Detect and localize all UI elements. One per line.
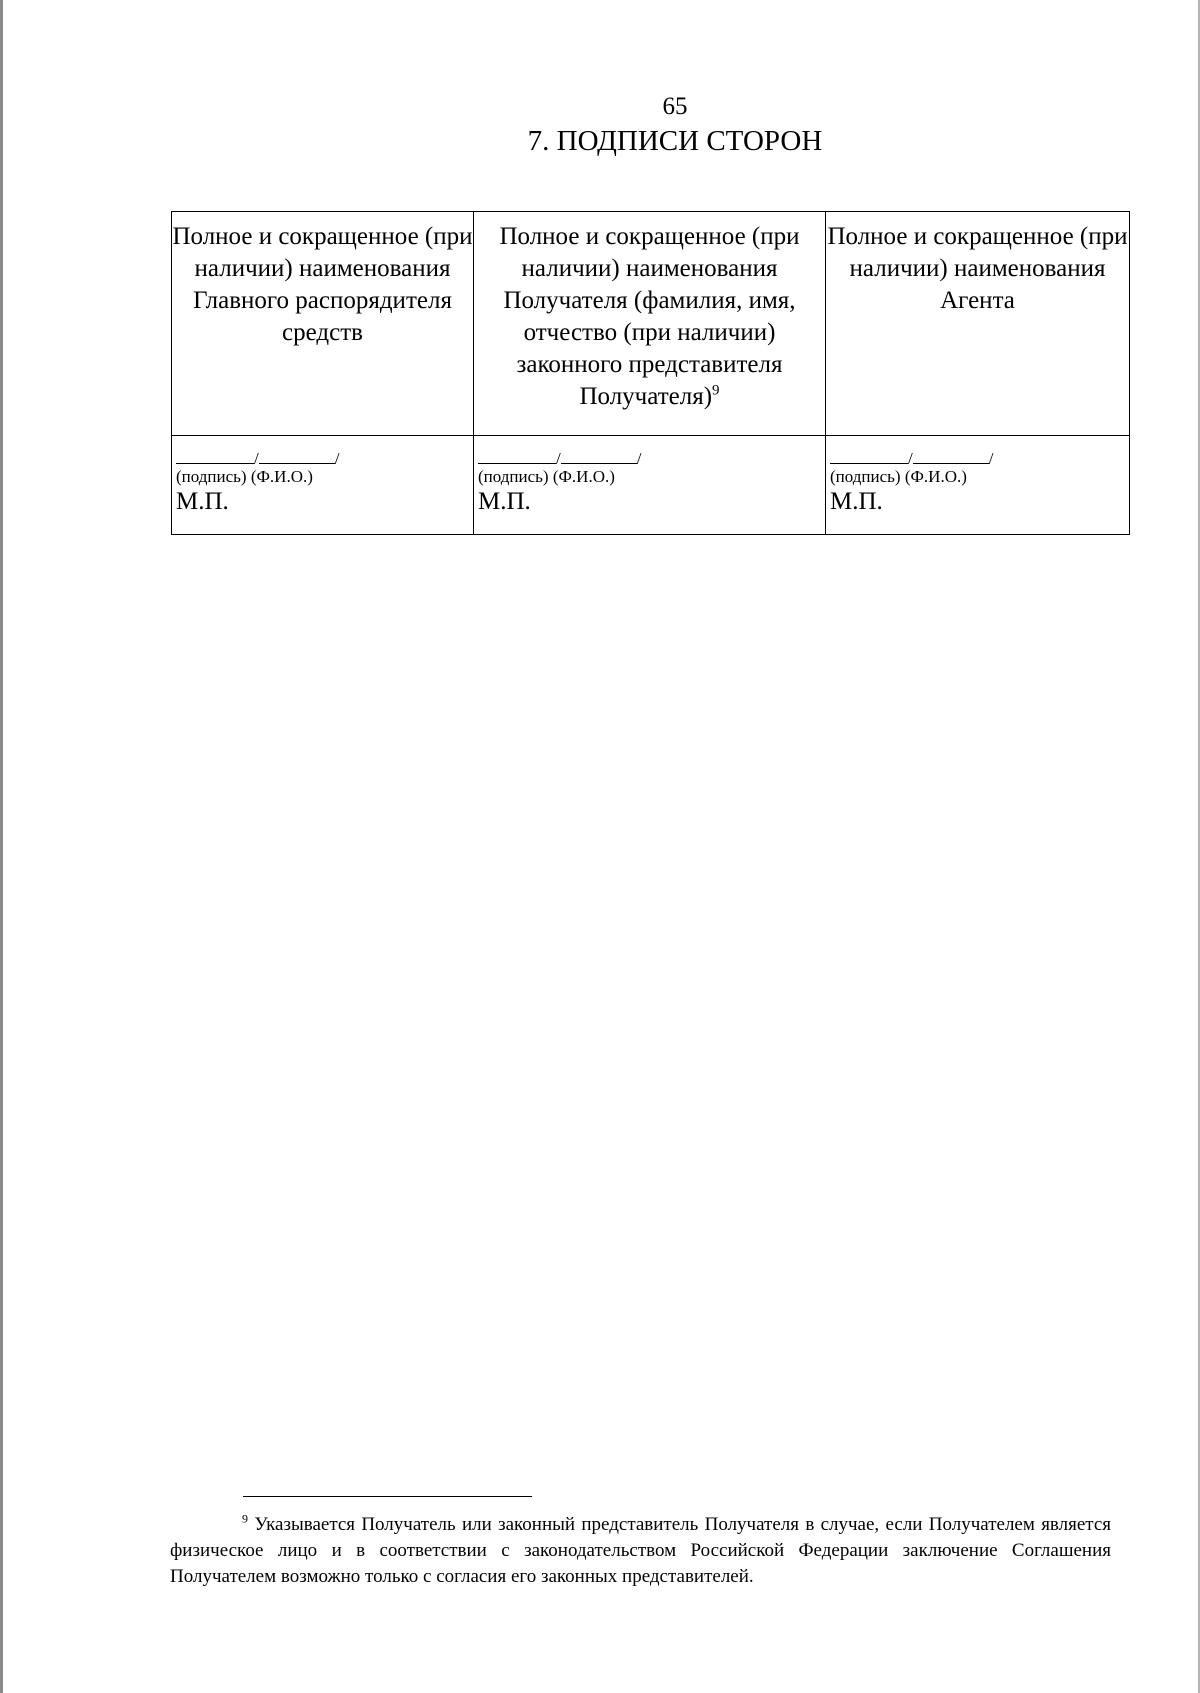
signature-cell-agent [826, 436, 1130, 535]
signature-line: / / [830, 450, 1129, 468]
table-header-row [172, 212, 1130, 436]
header-agent [826, 212, 1130, 436]
footnote-marker: 9 [242, 1511, 248, 1526]
signature-caption: (подпись) (Ф.И.О.) [478, 467, 615, 486]
footnote-ref: 9 [712, 382, 720, 399]
signature-caption: (подпись) (Ф.И.О.) [176, 467, 313, 486]
signature-cell-recipient [474, 436, 826, 535]
signature-line: / / [478, 450, 825, 468]
footnote [170, 1512, 1111, 1590]
page-number: 65 [662, 93, 688, 120]
header-main-administrator [172, 212, 474, 436]
stamp-label: М.П. [176, 488, 229, 515]
footnote-text: Указывается Получатель или законный представитель Получателя в случае, если Получателем является физическое лицо и в соответствии с законодательством Российской Федерации заключение Соглашения Получателем возможно только с согласия его законных представителей. [170, 1514, 1112, 1587]
footnote-separator [243, 1496, 532, 1497]
signature-cell-main-administrator [172, 436, 474, 535]
stamp-label: М.П. [830, 488, 883, 515]
header-recipient [474, 212, 826, 436]
stamp-label: М.П. [478, 488, 531, 515]
table-signature-row [172, 436, 1130, 535]
scan-edge-left [0, 0, 3, 1693]
section-title: 7. ПОДПИСИ СТОРОН [527, 125, 823, 157]
signatures-table [171, 211, 1130, 535]
header-text: Полное и сокращенное (при наличии) наименования Главного распорядителя средств [172, 223, 473, 346]
header-text: Полное и сокращенное (при наличии) наименования Получателя (фамилия, имя, отчество (при наличии) законного представителя Получателя) [499, 223, 800, 410]
header-text: Полное и сокращенное (при наличии) наименования Агента [827, 223, 1128, 314]
signature-line: / / [176, 450, 473, 468]
signature-caption: (подпись) (Ф.И.О.) [830, 467, 967, 486]
